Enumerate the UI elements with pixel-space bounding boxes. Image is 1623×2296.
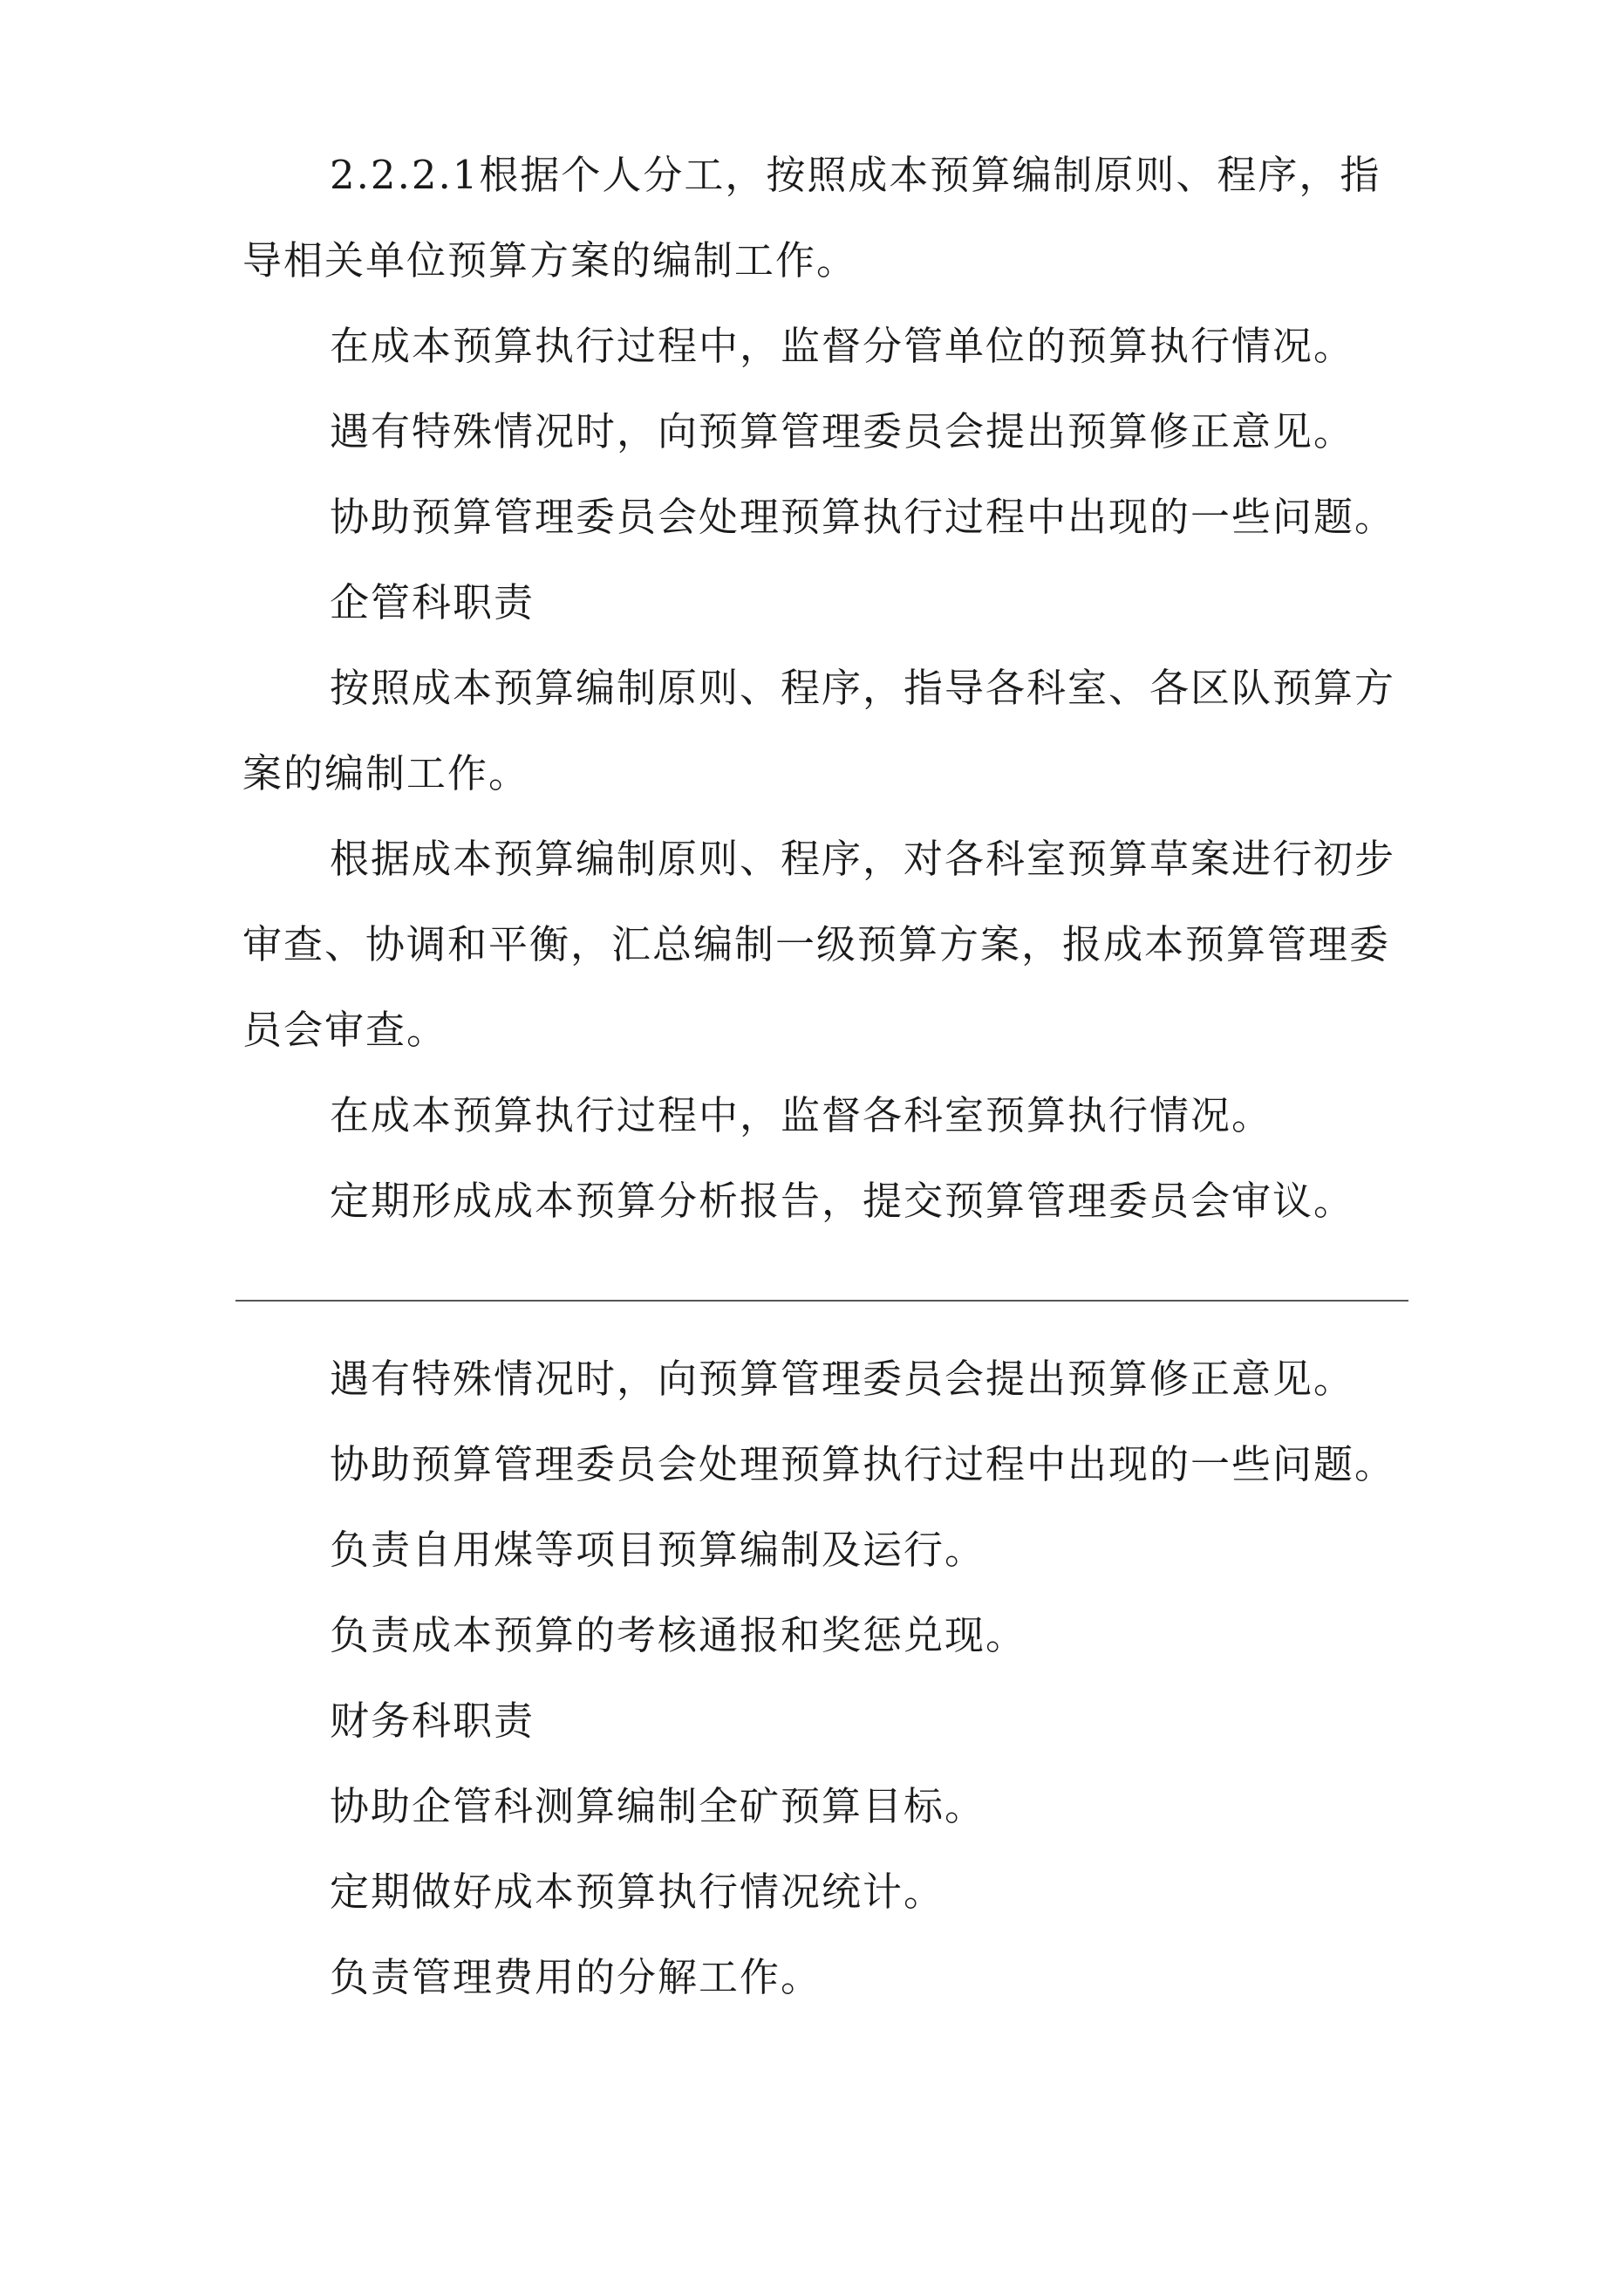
paragraph-guide-units: 2.2.2.1根据个人分工，按照成本预算编制原则、程序，指导相关单位预算方案的编制工作。 — [242, 152, 1381, 284]
paragraph-special-situation-2: 遇有特殊情况时，向预算管理委员会提出预算修正意见。 — [330, 1356, 1355, 1402]
paragraph-special-situation: 遇有特殊情况时，向预算管理委员会提出预算修正意见。 — [330, 408, 1355, 454]
paragraph-supervise-departments: 在成本预算执行过程中，监督各科室预算执行情况。 — [330, 1092, 1273, 1138]
heading-enterprise-management-duties: 企管科职责 — [330, 579, 535, 625]
paragraph-management-expenses: 负责管理费用的分解工作。 — [330, 1954, 822, 2000]
paragraph-mine-budget-target: 协助企管科测算编制全矿预算目标。 — [330, 1783, 986, 1829]
paragraph-execution-statistics: 定期做好成本预算执行情况统计。 — [330, 1869, 945, 1915]
paragraph-supervise-units: 在成本预算执行过程中，监督分管单位的预算执行情况。 — [330, 323, 1355, 369]
paragraph-coal-budget: 负责自用煤等项目预算编制及运行。 — [330, 1527, 986, 1573]
paragraph-assist-committee: 协助预算管理委员会处理预算执行过程中出现的一些问题。 — [330, 494, 1396, 540]
paragraph-analysis-report: 定期形成成本预算分析报告，提交预算管理委员会审议。 — [330, 1178, 1355, 1224]
page-divider — [235, 1300, 1408, 1302]
paragraph-guide-departments: 按照成本预算编制原则、程序，指导各科室、各区队预算方案的编制工作。 — [242, 665, 1396, 796]
heading-finance-duties: 财务科职责 — [330, 1698, 535, 1744]
paragraph-assessment-rewards: 负责成本预算的考核通报和奖惩兑现。 — [330, 1612, 1027, 1658]
paragraph-assist-committee-2: 协助预算管理委员会处理预算执行过程中出现的一些问题。 — [330, 1441, 1396, 1487]
paragraph-review-drafts: 根据成本预算编制原则、程序，对各科室预算草案进行初步审查、协调和平衡，汇总编制一级预算方案，报成本预算管理委员会审查。 — [242, 836, 1396, 1053]
